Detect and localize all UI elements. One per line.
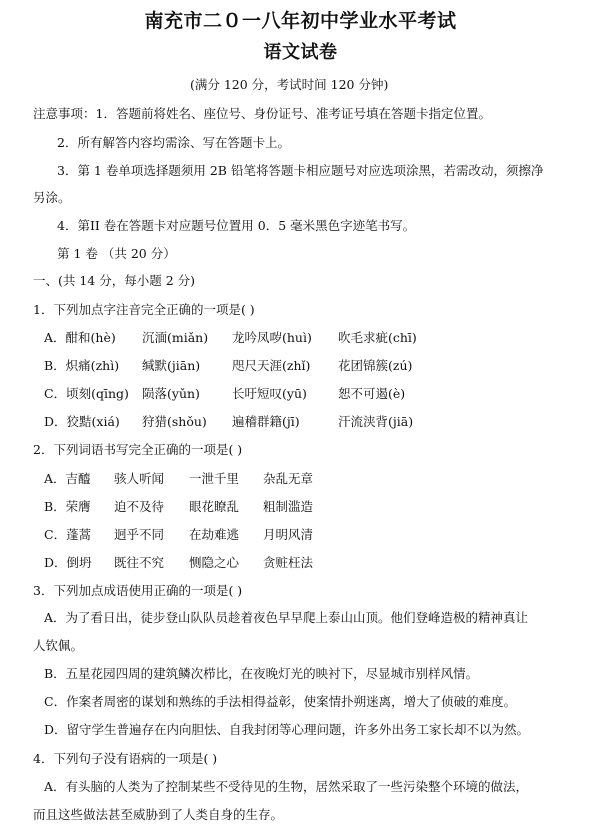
q4-option-a-cont: 而且这些做法甚至威胁到了人类自身的生存。: [33, 807, 284, 822]
note-1: 注意事项：1．答题前将姓名、座位号、身份证号、准考证号填在答题卡指定位置。: [33, 106, 491, 121]
page-title: 南充市二０一八年初中学业水平考试: [144, 10, 457, 32]
q4-option-a: A．有头脑的人类为了控制某些不受待见的生物，居然采取了一些污染整个环境的做法，: [44, 779, 529, 794]
q1-c-item-1: C．顷刻(qīng): [44, 386, 129, 401]
q1-a-item-1: A．酣和(hè): [44, 330, 116, 345]
note-4: 4．第II 卷在答题卡对应题号位置用 0．5 毫米黑色字迹笔书写。: [57, 218, 416, 233]
q1-d-item-1: D．狡黠(xiá): [44, 414, 120, 429]
q2-c-item-3: 在劫难逃: [189, 527, 240, 542]
q3-option-d: D．留守学生普遍存在内向胆怯、自我封闭等心理问题，许多外出务工家长却不以为然。: [44, 722, 530, 737]
q2-b-item-1: B．荣膺: [44, 499, 91, 514]
q3-option-a: A．为了看日出，徒步登山队队员趁着夜色早早爬上泰山山顶。他们登峰造极的精神真让: [44, 610, 529, 625]
q2-a-item-1: A．吉醯: [44, 471, 91, 486]
q2-d-item-3: 恻隐之心: [189, 555, 240, 570]
part-heading: 一、(共 14 分，每小题 2 分): [33, 273, 196, 288]
exam-meta: (满分 120 分，考试时间 120 分钟): [190, 77, 389, 92]
q1-c-item-3: 长吁短叹(yū): [232, 386, 307, 401]
q3-stem: 3．下列加点成语使用正确的一项是( ): [33, 583, 243, 598]
q3-option-c: C．作案者周密的谋划和熟练的手法相得益彰，使案情扑朔迷离，增大了侦破的难度。: [44, 694, 517, 709]
q2-b-item-3: 眼花瞭乱: [189, 499, 240, 514]
q1-d-item-4: 汗流浃背(jiā): [338, 414, 414, 429]
q3-option-a-cont: 人钦佩。: [33, 638, 84, 653]
q2-d-item-1: D．倒坍: [44, 555, 92, 570]
q2-d-item-2: 既往不究: [114, 555, 165, 570]
q3-option-b: B．五星花园四周的建筑鳞次栉比，在夜晚灯光的映衬下，尽显城市别样风情。: [44, 666, 479, 681]
q2-d-item-4: 贪赃枉法: [263, 555, 314, 570]
q1-b-item-1: B．炽痛(zhì): [44, 358, 120, 373]
q4-stem: 4．下列句子没有语病的一项是( ): [33, 751, 218, 766]
note-3b: 另涂。: [33, 190, 71, 205]
section-heading: 第 1 卷 （共 20 分）: [57, 246, 176, 261]
q2-b-item-2: 迫不及待: [114, 499, 165, 514]
q1-c-item-2: 陨落(yǔn): [142, 386, 200, 401]
q2-a-item-3: 一泄千里: [189, 471, 240, 486]
q2-c-item-1: C．蓬蒿: [44, 527, 92, 542]
q2-b-item-4: 粗制滥造: [263, 499, 314, 514]
q1-b-item-4: 花团锦簇(zú): [338, 358, 413, 373]
q1-b-item-3: 咫尺天涯(zhǐ): [232, 358, 311, 373]
q2-a-item-2: 骇人听闻: [114, 471, 165, 486]
page-subtitle: 语文试卷: [263, 42, 338, 63]
note-2: 2．所有解答内容均需涂、写在答题卡上。: [57, 135, 290, 150]
q1-c-item-4: 恕不可遏(è): [338, 386, 406, 401]
q2-stem: 2．下列词语书写完全正确的一项是( ): [33, 442, 243, 457]
q1-a-item-4: 吹毛求疵(chī): [338, 330, 417, 345]
q1-a-item-2: 沉湎(miǎn): [142, 330, 209, 345]
q2-c-item-4: 月明风清: [263, 527, 314, 542]
note-3a: 3．第 1 卷单项选择题须用 2B 铅笔将答题卡相应题号对应选项涂黑，若需改动，须擦净: [57, 163, 544, 178]
q1-d-item-2: 狩猎(shǒu): [142, 414, 207, 429]
q1-d-item-3: 遍稽群籍(jī): [232, 414, 300, 429]
q2-a-item-4: 杂乱无章: [263, 471, 314, 486]
q1-stem: 1．下列加点字注音完全正确的一项是( ): [33, 302, 255, 317]
q2-c-item-2: 迥乎不同: [114, 527, 165, 542]
q1-b-item-2: 缄默(jiān): [142, 358, 201, 373]
q1-a-item-3: 龙吟凤哕(huì): [232, 330, 312, 345]
